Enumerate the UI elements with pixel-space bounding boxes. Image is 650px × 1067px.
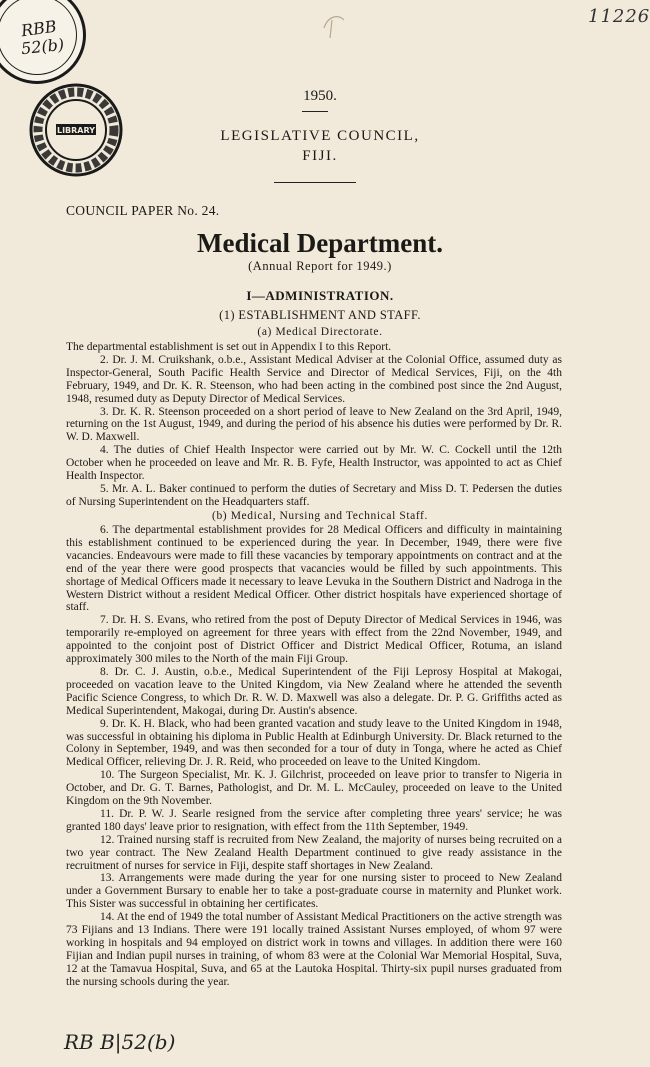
divider-long [274, 182, 356, 183]
corner-stamp [0, 0, 86, 84]
country-name: FIJI. [302, 148, 338, 164]
divider-short [302, 111, 328, 112]
handwritten-accession-number: 11226 [588, 6, 650, 27]
paragraph: 5. Mr. A. L. Baker continued to perform the duties of Secretary and Miss D. T. Pedersen the duties of Nursing Superintendent on the Headquarters staff. [66, 482, 562, 508]
paragraph: 6. The departmental establishment provides for 28 Medical Officers and difficulty in maintaining this establishment continued to be experienced during the year. In December, 1949, there were five vacancies. Endeavours were made to fill these vacancies by temporary appointments on contract and at the end of the year there were good prospects that vacancies would be filled by such appointments. This shortage of Medical Officers made it necessary to leave Levuka in the Southern District and Nadroga in the Western District without a resident Medical Officer. Other district hospitals have experienced shortage of staff. [66, 524, 562, 614]
paragraph: The departmental establishment is set out in Appendix I to this Report. [66, 341, 392, 353]
paragraph: 14. At the end of 1949 the total number of Assistant Medical Practitioners on the active strength was 73 Fijians and 13 Indians. There were 191 locally trained Assistant Nurses employed, of whom 97 were working in hospitals and 94 employed on district work in towns and villages. In addition there were 160 Fijian and Indian pupil nurses in training, of whom 83 were at the Colonial War Memorial Hospital, Suva, 12 at the Tamavua Hospital, Suva, and 65 at the Lautoka Hospital. Thirty-six pupil nurses graduated from the nursing schools during the year. [66, 911, 562, 988]
handwritten-shelf-mark: RB B|52(b) [64, 1030, 176, 1054]
paragraphs-medical-directorate [66, 341, 562, 509]
pencil-mark [318, 10, 354, 40]
library-seal-label: LIBRARY [56, 126, 96, 135]
paragraph: 11. Dr. P. W. J. Searle resigned from the service after completing three years' service; he was granted 180 days' leave prior to resignation, with effect from the 11th September, 1949. [66, 807, 562, 833]
section-heading: I—ADMINISTRATION. [246, 288, 394, 303]
council-paper-number: COUNCIL PAPER No. 24. [66, 203, 220, 218]
paragraph: 2. Dr. J. M. Cruikshank, o.b.e., Assistant Medical Adviser at the Colonial Office, assumed duty as Inspector-General, South Pacific Health Service and Director of Medical Services, Fiji, on the 4th February, 1949, and Dr. K. R. Steenson, who had been acting in the combined post since the 2nd August, 1948, resumed duty as Deputy Director of Medical Services. [66, 353, 562, 405]
paragraph: 8. Dr. C. J. Austin, o.b.e., Medical Superintendent of the Fiji Leprosy Hospital at Makogai, proceeded on vacation leave to the United Kingdom, via New Zealand where he attended the seventh Pacific Science Congress, to which Dr. R. W. D. Maxwell was also a delegate. Dr. P. G. Griffiths acted as Medical Superintendent, Makogai, during Dr. Austin's absence. [66, 665, 562, 717]
document-subtitle: (Annual Report for 1949.) [248, 259, 392, 273]
nursing-staff-heading: (b) Medical, Nursing and Technical Staff. [212, 510, 428, 522]
paragraph: 13. Arrangements were made during the year for one nursing sister to proceed to New Zealand under a Government Bursary to enable her to take a post-graduate course in maternity and Plunket work. This Sister was successful in obtaining her certificates. [66, 872, 562, 911]
corner-stamp-text-2: 52(b) [20, 34, 65, 59]
paragraph: 10. The Surgeon Specialist, Mr. K. J. Gilchrist, proceeded on leave prior to transfer to Nigeria in October, and Dr. G. T. Barnes, Pathologist, and Dr. M. L. McCauley, proceeded on leave to the United Kingdom on the 9th November. [66, 769, 562, 808]
subsection-heading: (1) ESTABLISHMENT AND STAFF. [219, 308, 421, 322]
paragraph: 7. Dr. H. S. Evans, who retired from the post of Deputy Director of Medical Services in 1946, was temporarily re-employed on agreement for three years with effect from the 22nd November, 1949, and appointed to the conjoint post of District Officer and District Medical Officer, Rotuma, an island approximately 300 miles to the North of the main Fiji Group. [66, 614, 562, 666]
directorate-heading: (a) Medical Directorate. [257, 326, 383, 338]
paragraphs-nursing-staff [66, 524, 562, 989]
paragraph: 9. Dr. K. H. Black, who had been granted vacation and study leave to the United Kingdom in 1948, was successful in obtaining his diploma in Public Health at Edinburgh University. Dr. Black returned to the Colony in September, 1949, and was then seconded for a tour of duty in Tonga, where he acted as Chief Medical Officer, relieving Dr. J. R. Reid, who proceeded on leave to the United Kingdom. [66, 717, 562, 769]
paragraph: 4. The duties of Chief Health Inspector were carried out by Mr. W. C. Cockell until the 12th October when he proceeded on leave and Mr. R. B. Fyfe, Health Instructor, was appointed to act as Chief Health Inspector. [66, 444, 562, 483]
paragraph: 12. Trained nursing staff is recruited from New Zealand, the majority of nurses being recruited on a two year contract. The New Zealand Health Department continued to give ready assistance in the recruitment of nurses for service in Fiji, despite staff shortages in New Zealand. [66, 833, 562, 872]
report-year: 1950. [303, 88, 337, 104]
council-name: LEGISLATIVE COUNCIL, [220, 128, 420, 144]
paragraph: 3. Dr. K. R. Steenson proceeded on a short period of leave to New Zealand on the 3rd April, 1949, returning on the 1st August, 1949, and during the period of his absence his duties were performed by Dr. R. W. D. Maxwell. [66, 405, 562, 444]
document-title: Medical Department. [197, 228, 443, 258]
corner-stamp-text-1: RBB [19, 16, 58, 41]
